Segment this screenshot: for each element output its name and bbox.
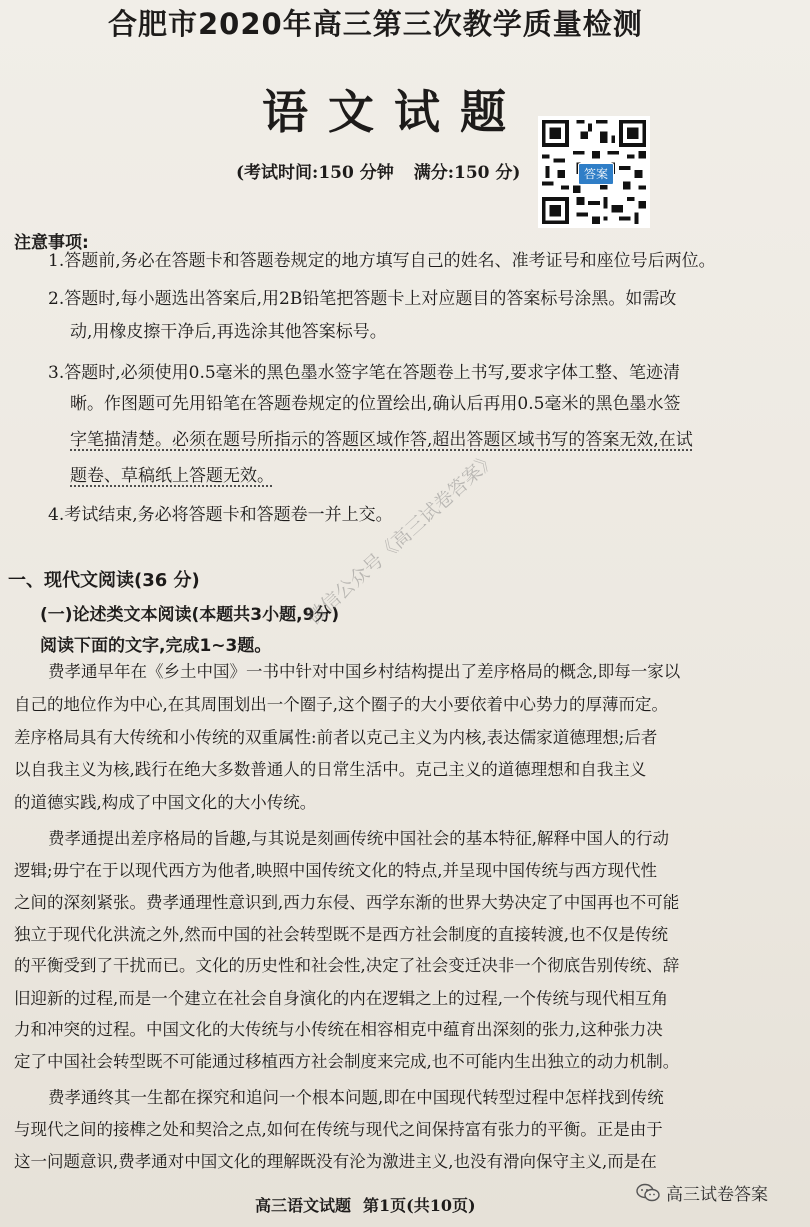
- notice-line: 4.考试结束,务必将答题卡和答题卷一并上交。: [48, 505, 393, 525]
- page-footer: [255, 1193, 476, 1216]
- reading-instruction: 阅读下面的文字,完成1~3题。: [40, 636, 272, 656]
- exam-time: (考试时间:150 分钟: [236, 163, 394, 183]
- notice-line: 3.答题时,必须使用0.5毫米的黑色墨水签字笔在答题卷上书写,要求字体工整、笔迹清: [48, 363, 681, 383]
- passage-line: 力和冲突的过程。中国文化的大传统与小传统在相容相克中蕴育出深刻的张力,这种张力决: [14, 1020, 663, 1039]
- passage-line: 这一问题意识,费孝通对中国文化的理解既没有沦为激进主义,也没有滑向保守主义,而是在: [14, 1152, 657, 1171]
- passage-line: 的平衡受到了干扰而已。文化的历史性和社会性,决定了社会变迁决非一个彻底告别传统、辞: [14, 956, 680, 975]
- exam-score: 满分:150 分): [413, 163, 521, 183]
- passage-line: 之间的深刻紧张。费孝通理性意识到,西力东侵、西学东渐的世界大势决定了中国再也不可能: [14, 893, 680, 912]
- notice-line: 晰。作图题可先用铅笔在答题卷规定的位置绘出,确认后再用0.5毫米的黑色墨水签: [70, 394, 681, 414]
- subject-title: 语文试题: [262, 85, 526, 139]
- account-name: 高三试卷答案: [666, 1185, 768, 1205]
- notice-line: 1.答题前,务必在答题卡和答题卷规定的地方填写自己的姓名、准考证号和座位号后两位。: [48, 251, 716, 271]
- notice-line: 2.答题时,每小题选出答案后,用2B铅笔把答题卡上对应题目的答案标号涂黑。如需改: [48, 289, 677, 309]
- passage-line: 定了中国社会转型既不可能通过移植西方社会制度来完成,也不可能内生出独立的动力机制。: [14, 1052, 680, 1071]
- passage-line: 以自我主义为核,践行在绝大多数普通人的日常生活中。克己主义的道德理想和自我主义: [14, 760, 647, 779]
- qr-answer-badge: 答案: [578, 163, 614, 185]
- notice-line: 字笔描清楚。必须在题号所指示的答题区域作答,超出答题区域书写的答案无效,在试: [70, 430, 693, 450]
- exam-info: [236, 158, 520, 183]
- wechat-account-tag: [636, 1180, 768, 1205]
- watermark-text: 微信公众号《高三试卷答案》: [302, 447, 501, 630]
- section-heading: 一、现代文阅读(36 分): [8, 570, 200, 591]
- passage-line: 的道德实践,构成了中国文化的大小传统。: [14, 793, 317, 812]
- footer-page-number: 第1页(共10页): [363, 1196, 476, 1215]
- subsection-heading: (一)论述类文本阅读(本题共3小题,9分): [40, 605, 340, 625]
- notice-heading: 注意事项:: [14, 233, 89, 253]
- footer-subject: 高三语文试题: [255, 1196, 352, 1215]
- wechat-icon: [636, 1183, 660, 1203]
- notice-line: 题卷、草稿纸上答题无效。: [70, 466, 274, 486]
- exam-title: 合肥市2020年高三第三次教学质量检测: [108, 7, 643, 41]
- passage-line: 费孝通终其一生都在探究和追问一个根本问题,即在中国现代转型过程中怎样找到传统: [48, 1088, 664, 1107]
- notice-line: 动,用橡皮擦干净后,再选涂其他答案标号。: [70, 322, 387, 342]
- passage-line: 与现代之间的接榫之处和契洽之点,如何在传统与现代之间保持富有张力的平衡。正是由于: [14, 1120, 663, 1139]
- passage-line: 逻辑;毋宁在于以现代西方为他者,映照中国传统文化的特点,并呈现中国传统与西方现代性: [14, 861, 658, 880]
- passage-line: 费孝通提出差序格局的旨趣,与其说是刻画传统中国社会的基本特征,解释中国人的行动: [48, 829, 669, 848]
- passage-line: 费孝通早年在《乡土中国》一书中针对中国乡村结构提出了差序格局的概念,即每一家以: [48, 662, 681, 681]
- passage-line: 旧迎新的过程,而是一个建立在社会自身演化的内在逻辑之上的过程,一个传统与现代相互角: [14, 989, 668, 1008]
- passage-line: 差序格局具有大传统和小传统的双重属性:前者以克己主义为内核,表达儒家道德理想;后者: [14, 728, 658, 747]
- passage-line: 自己的地位作为中心,在其周围划出一个圈子,这个圈子的大小要依着中心势力的厚薄而定。: [14, 695, 668, 714]
- passage-line: 独立于现代化洪流之外,然而中国的社会转型既不是西方社会制度的直接转渡,也不仅是传统: [14, 925, 668, 944]
